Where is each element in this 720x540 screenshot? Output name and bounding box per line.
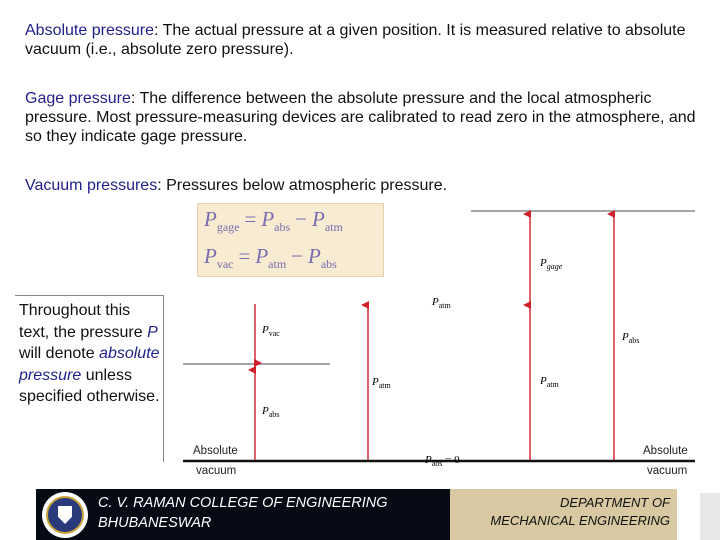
vacuum-pressure-term: Vacuum pressures xyxy=(25,177,158,194)
p-abs-left-label: $P_{abs}$ xyxy=(262,405,280,419)
college-name-line-2: BHUBANESWAR xyxy=(98,514,212,531)
footer-left-margin xyxy=(0,489,36,540)
p-abs-zero-label: $P_{abs} = 0$ xyxy=(425,454,460,468)
gage-formula-b-sub: atm xyxy=(324,220,343,235)
gage-formula-a-sub: abs xyxy=(274,220,291,235)
department-line-1: DEPARTMENT OF xyxy=(559,495,670,510)
absolute-label-left: Absolute xyxy=(193,445,238,457)
department-line-2: MECHANICAL ENGINEERING xyxy=(490,513,670,528)
vac-formula-lhs-sub: vac xyxy=(216,257,234,272)
footer-department-name xyxy=(450,494,670,530)
vac-formula-b: P xyxy=(308,244,321,268)
gage-formula-b: P xyxy=(312,207,325,231)
college-emblem-icon xyxy=(42,492,88,538)
gage-formula-lhs-sub: gage xyxy=(216,220,240,235)
vac-formula-lhs: P xyxy=(204,244,217,268)
vac-formula-a: P xyxy=(255,244,269,268)
footer-edge-shade xyxy=(700,493,720,540)
gage-formula-a: P xyxy=(261,207,275,231)
gage-pressure-term: Gage pressure xyxy=(25,90,131,107)
p-atm-right-label: $P_{atm}$ xyxy=(540,375,559,389)
side-note-text-1: Throughout this text, the pressure xyxy=(19,302,148,341)
p-atm-left-label: $P_{atm}$ xyxy=(372,376,391,390)
vac-formula-equals: = xyxy=(238,244,251,268)
gage-formula-minus: − xyxy=(295,207,307,231)
vacuum-label-left: vacuum xyxy=(196,465,237,477)
p-atm-top-label: $P_{atm}$ xyxy=(432,296,451,310)
p-vac-label: $P_{vac}$ xyxy=(262,324,280,338)
p-abs-right-label: $P_{abs}$ xyxy=(622,331,640,345)
side-note-text-3: unless specified otherwise. xyxy=(19,366,160,405)
vacuum-pressure-text: : Pressures below atmospheric pressure. xyxy=(157,177,448,194)
absolute-pressure-term: Absolute pressure xyxy=(25,22,154,39)
gage-formula-equals: = xyxy=(244,207,257,231)
side-note-term: absolute pressure xyxy=(19,345,160,384)
absolute-label-right: Absolute xyxy=(643,445,688,457)
gage-formula-lhs: P xyxy=(204,207,217,231)
vac-formula-minus: − xyxy=(291,244,303,268)
vac-formula-a-sub: atm xyxy=(268,257,287,272)
college-name-line-1: C. V. RAMAN COLLEGE OF ENGINEERING xyxy=(98,495,388,511)
side-note-symbol-p: P xyxy=(147,323,158,341)
side-note-text-2: will denote xyxy=(19,345,100,362)
gage-pressure-text: : The difference between the absolute pressure and the local atmospheric pressure. Most pressure-measuring devices are calibrated to read zero in the atmosphere, and so they indicate gage pressure. xyxy=(25,90,696,145)
vac-formula-b-sub: abs xyxy=(320,257,337,272)
absolute-pressure-text: : The actual pressure at a given position. It is measured relative to absolute vacuum (i.e., absolute zero pressure). xyxy=(25,22,686,58)
footer-college-name xyxy=(98,494,388,533)
p-gage-label: $P_{gage}$ xyxy=(540,257,563,271)
vacuum-label-right: vacuum xyxy=(647,465,688,477)
